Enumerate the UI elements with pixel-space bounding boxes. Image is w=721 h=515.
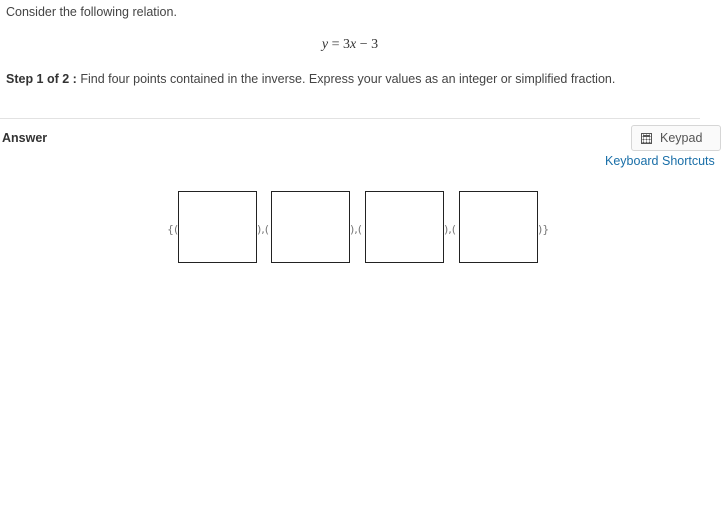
separator-2: ),(	[350, 223, 363, 236]
keyboard-shortcuts-link[interactable]: Keyboard Shortcuts	[605, 154, 715, 168]
equation	[0, 37, 700, 53]
separator-3: ),(	[444, 223, 457, 236]
question-intro: Consider the following relation.	[6, 5, 177, 19]
answer-box-2[interactable]	[271, 191, 350, 263]
equation-equals: =	[331, 37, 340, 52]
answer-box-1[interactable]	[178, 191, 257, 263]
divider	[0, 118, 700, 119]
answer-set-row	[0, 191, 700, 267]
keypad-label: Keypad	[660, 131, 703, 145]
calculator-icon	[641, 133, 652, 144]
equation-coefficient: 3	[343, 37, 350, 52]
open-brace: {(	[167, 223, 179, 236]
equation-constant: 3	[371, 37, 379, 52]
answer-box-3[interactable]	[365, 191, 444, 263]
close-brace: )}	[538, 223, 550, 236]
keypad-button[interactable]	[631, 125, 721, 151]
answer-box-4[interactable]	[459, 191, 538, 263]
separator-1: ),(	[257, 223, 270, 236]
step-text: Find four points contained in the inverse. Express your values as an integer or simplified fraction.	[80, 72, 616, 86]
step-label: Step 1 of 2 :	[6, 72, 77, 86]
equation-lhs-var: y	[321, 37, 329, 52]
equation-rhs-var: x	[350, 37, 357, 52]
equation-operator: −	[359, 37, 368, 52]
answer-label: Answer	[2, 131, 48, 145]
step-instruction	[6, 72, 615, 86]
